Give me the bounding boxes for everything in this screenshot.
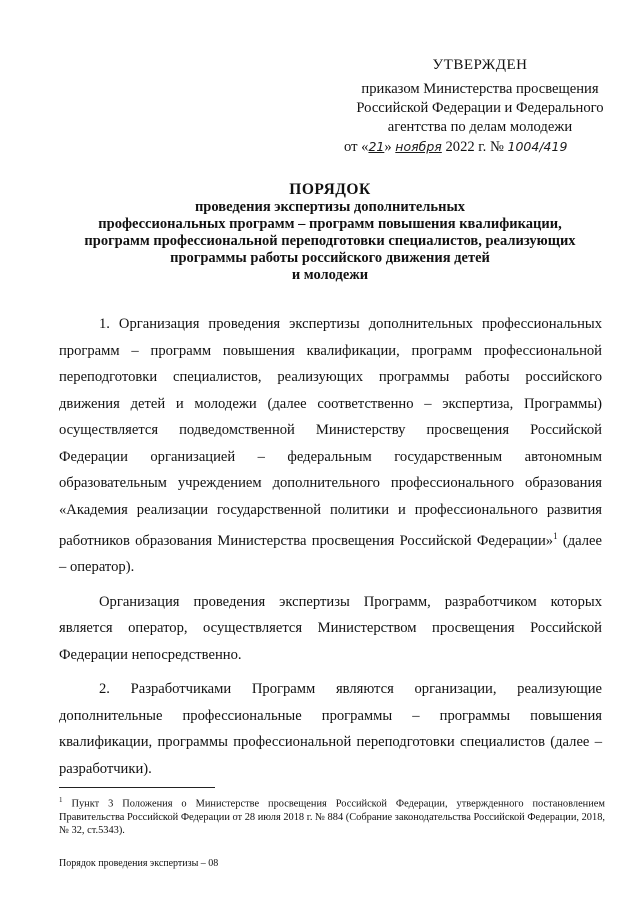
page-footer: Порядок проведения экспертизы – 08 [59, 858, 219, 869]
footnote [59, 794, 605, 838]
approval-line-3: агентства по делам молодежи [387, 119, 573, 135]
handwritten-month: ноября [395, 139, 442, 154]
paragraph-1-text: 1. Организация проведения экспертизы дополнительных профессиональных программ – программ повышения квалификации, программ профессиональной переподготовки специалистов, реализующих программы работы российского движения детей и молодежи (далее соответственно – экспертиза, Программы) осуществляется подведомственной Министерству просвещения Российской Федерации организацией – федеральным государственным автономным образовательным учреждением дополнительного профессионального образования «Академия реализации государственной политики и профессионального развития работников образования Министерства просвещения Российской Федерации» [59, 316, 602, 549]
date-prefix: от « [344, 139, 369, 155]
approval-block [330, 56, 630, 157]
document-body [59, 311, 602, 790]
paragraph-1-tail: (далее – оператор). [59, 532, 603, 576]
approval-title: УТВЕРЖДЕН [432, 57, 528, 73]
date-year: 2022 г. № [445, 139, 504, 155]
approval-date-line [330, 137, 630, 157]
footnote-divider [59, 787, 215, 788]
document-title: ПОРЯДОК [289, 181, 371, 198]
heading-line-1: проведения экспертизы дополнительных [194, 199, 466, 215]
handwritten-day: 21 [368, 139, 385, 154]
heading-line-4: программы работы российского движения детей [170, 250, 490, 266]
heading-line-2: профессиональных программ – программ повышения квалификации, [98, 216, 562, 232]
approval-line-1: приказом Министерства просвещения [361, 81, 599, 97]
paragraph-2: Организация проведения экспертизы Программ, разработчиком которых является оператор, осуществляется Министерством просвещения Российской Федерации непосредственно. [59, 593, 602, 663]
approval-line-2: Российской Федерации и Федерального [356, 100, 604, 116]
paragraph-3: 2. Разработчиками Программ являются организации, реализующие дополнительные профессиональные программы – программы повышения квалификации, программы профессиональной переподготовки специалистов (далее – разработчики). [59, 681, 602, 777]
footnote-ref: 1 [553, 531, 558, 541]
heading-line-3: программ профессиональной переподготовки специалистов, реализующих [84, 233, 576, 249]
heading-line-5: и молодежи [291, 267, 369, 283]
footnote-text: Пункт 3 Положения о Министерстве просвещения Российской Федерации, утвержденного постановлением Правительства Российской Федерации от 28 июля 2018 г. № 884 (Собрание законодательства Российской Федерации, 2018, № 32, ст.5343). [59, 798, 605, 837]
handwritten-order-number: 1004/419 [507, 139, 568, 154]
paragraph-1 [59, 311, 602, 581]
document-heading [40, 181, 620, 284]
footnote-marker: 1 [59, 796, 63, 804]
date-mid: » [384, 139, 392, 155]
